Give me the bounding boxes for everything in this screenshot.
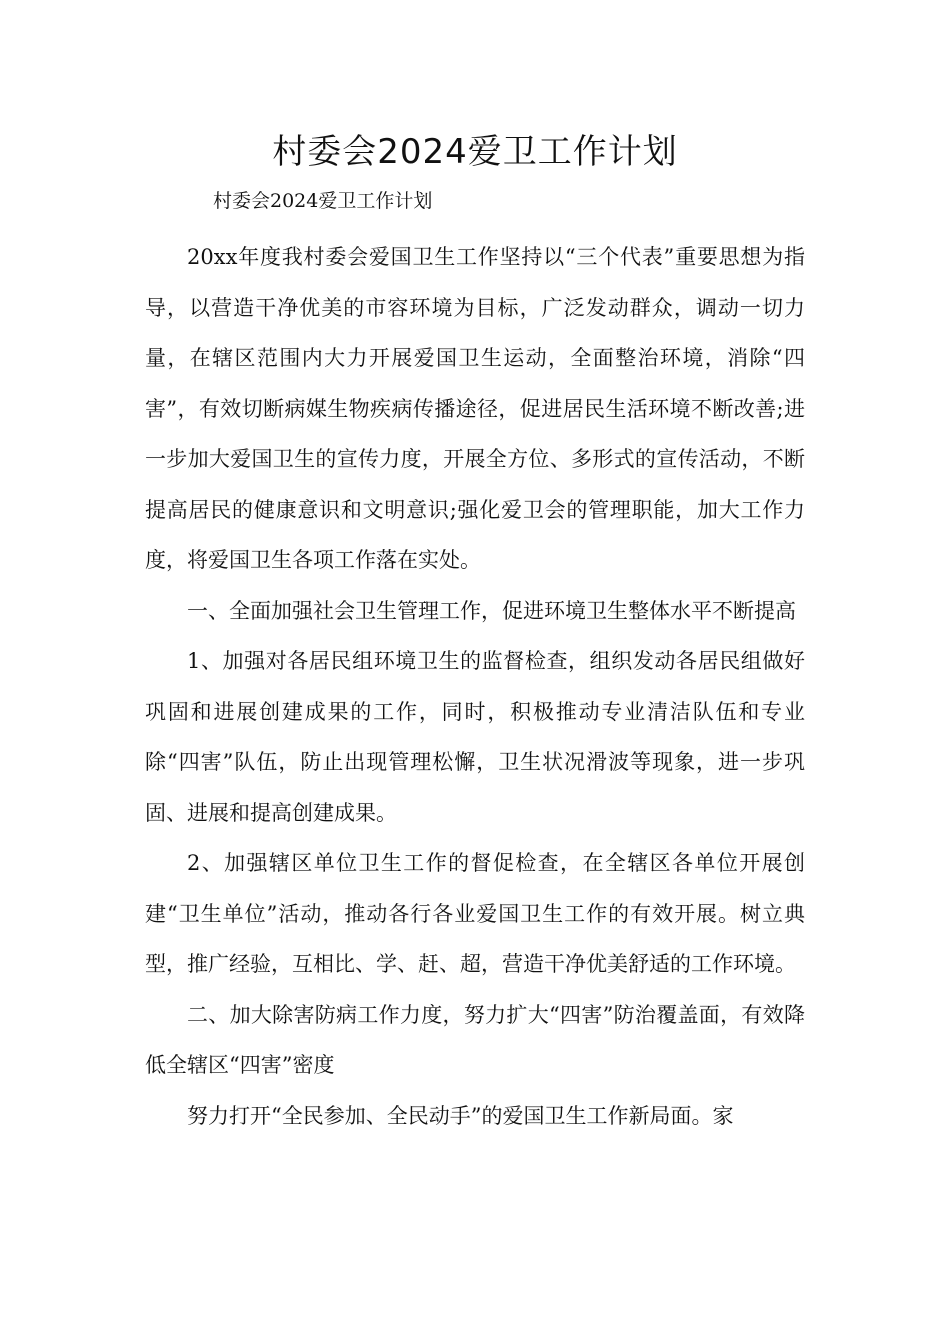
document-subtitle: 村委会2024爱卫工作计划 — [213, 190, 433, 212]
section-heading-2: 二、加大除害防病工作力度，努力扩大“四害”防治覆盖面，有效降低全辖区“四害”密度 — [145, 1002, 805, 1077]
document-body — [145, 232, 805, 1141]
paragraph-item-2: 2、加强辖区单位卫生工作的督促检查，在全辖区各单位开展创建“卫生单位”活动，推动各行各业爱国卫生工作的有效开展。树立典型，推广经验，互相比、学、赶、超，营造干净优美舒适的工作环境。 — [145, 851, 805, 976]
paragraph-intro: 20xx年度我村委会爱国卫生工作坚持以“三个代表”重要思想为指导，以营造干净优美的市容环境为目标，广泛发动群众，调动一切力量，在辖区范围内大力开展爱国卫生运动，全面整治环境，消除“四害”，有效切断病媒生物疾病传播途径，促进居民生活环境不断改善;进一步加大爱国卫生的宣传力度，开展全方位、多形式的宣传活动，不断提高居民的健康意识和文明意识;强化爱卫会的管理职能，加大工作力度，将爱国卫生各项工作落在实处。 — [145, 245, 805, 572]
section-heading-1: 一、全面加强社会卫生管理工作，促进环境卫生整体水平不断提高 — [187, 598, 796, 623]
document-title: 村委会2024爱卫工作计划 — [272, 132, 678, 172]
paragraph-item-1: 1、加强对各居民组环境卫生的监督检查，组织发动各居民组做好巩固和进展创建成果的工作，同时，积极推动专业清洁队伍和专业除“四害”队伍，防止出现管理松懈，卫生状况滑波等现象，进一步巩固、进展和提高创建成果。 — [145, 649, 805, 825]
paragraph-continuation: 努力打开“全民参加、全民动手”的爱国卫生工作新局面。家 — [187, 1103, 734, 1128]
